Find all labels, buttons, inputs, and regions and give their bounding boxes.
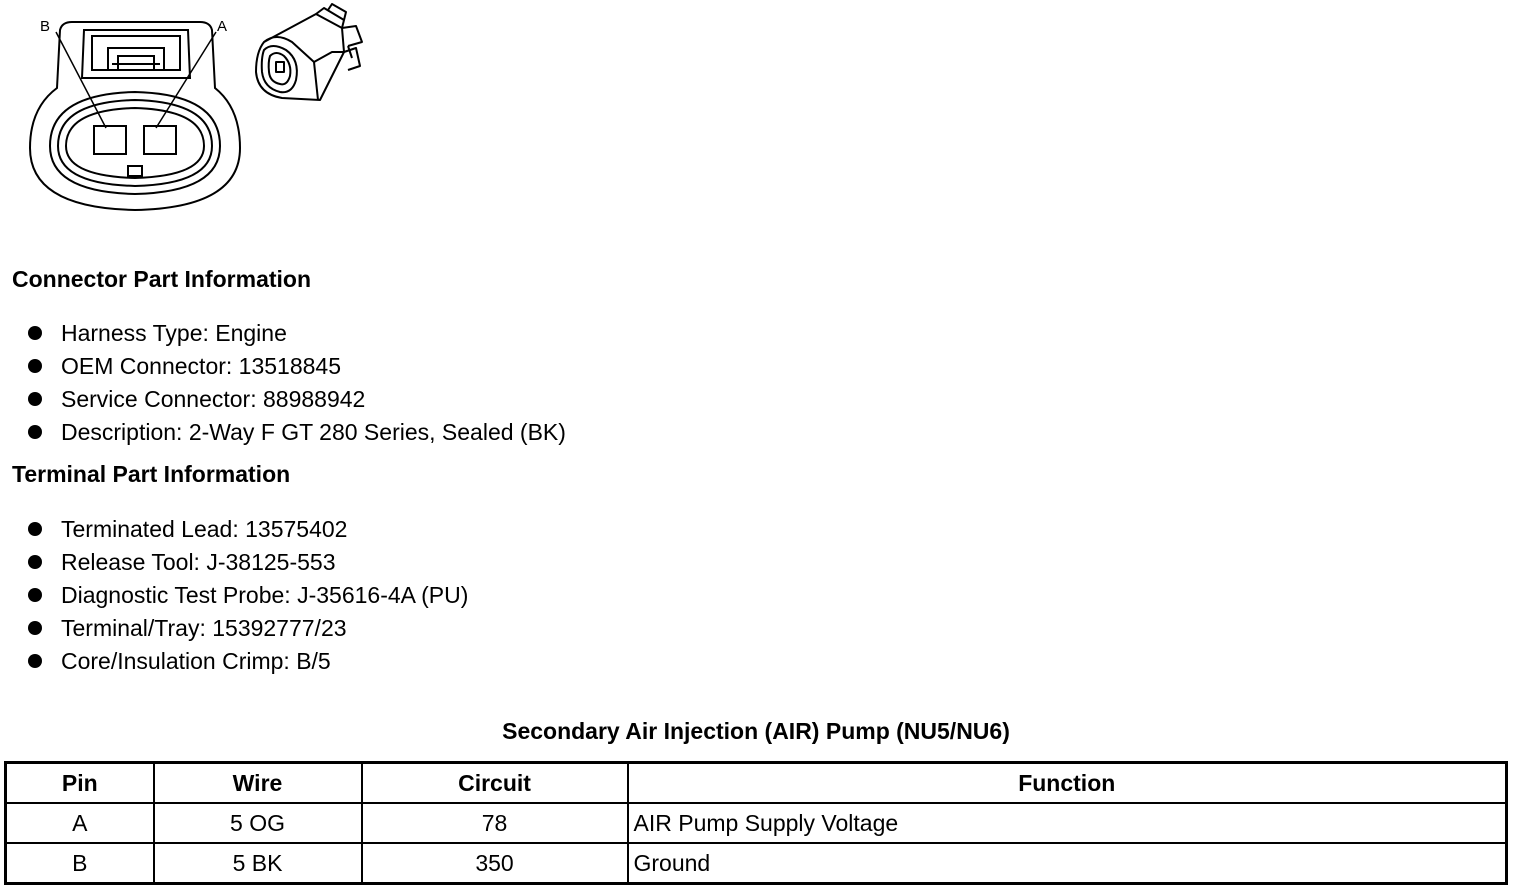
list-item-oem-connector <box>28 350 566 383</box>
list-item-text: Diagnostic Test Probe: J-35616-4A (PU) <box>61 582 469 608</box>
list-item-text: Terminated Lead: 13575402 <box>61 516 348 542</box>
list-item-description <box>28 416 566 449</box>
bullet-icon <box>28 621 42 635</box>
table-row <box>6 803 1507 843</box>
cell-wire: 5 OG <box>154 803 362 843</box>
list-item-crimp <box>28 645 468 678</box>
pin-label-b: B <box>40 18 51 35</box>
bullet-icon <box>28 359 42 373</box>
connector-face-view <box>20 8 250 218</box>
bullet-icon <box>28 326 42 340</box>
header-circuit: Circuit <box>362 763 628 804</box>
terminal-part-info-list <box>28 513 468 678</box>
list-item-text: Release Tool: J-38125-553 <box>61 549 336 575</box>
cell-wire: 5 BK <box>154 843 362 884</box>
pin-label-a: A <box>217 18 228 35</box>
list-item-text: Harness Type: Engine <box>61 320 287 346</box>
list-item-terminated-lead <box>28 513 468 546</box>
pinout-table <box>4 761 1508 885</box>
header-wire: Wire <box>154 763 362 804</box>
list-item-text: Terminal/Tray: 15392777/23 <box>61 615 347 641</box>
cell-function: AIR Pump Supply Voltage <box>628 803 1507 843</box>
header-pin: Pin <box>6 763 154 804</box>
list-item-terminal-tray <box>28 612 468 645</box>
table-row <box>6 843 1507 884</box>
bullet-icon <box>28 588 42 602</box>
list-item-text: Core/Insulation Crimp: B/5 <box>61 648 331 674</box>
cell-circuit: 350 <box>362 843 628 884</box>
list-item-service-connector <box>28 383 566 416</box>
connector-part-info-heading: Connector Part Information <box>12 266 312 292</box>
table-caption: Secondary Air Injection (AIR) Pump (NU5/NU6) <box>502 718 1010 744</box>
list-item-harness-type <box>28 317 566 350</box>
terminal-part-info-heading: Terminal Part Information <box>12 461 291 487</box>
list-item-text: Service Connector: 88988942 <box>61 386 366 412</box>
bullet-icon <box>28 555 42 569</box>
cell-circuit: 78 <box>362 803 628 843</box>
list-item-test-probe <box>28 579 468 612</box>
header-function: Function <box>628 763 1507 804</box>
list-item-release-tool <box>28 546 468 579</box>
cell-pin: B <box>6 843 154 884</box>
table-header-row <box>6 763 1507 804</box>
connector-diagram <box>0 0 400 230</box>
connector-part-info-list <box>28 317 566 449</box>
list-item-text: Description: 2-Way F GT 280 Series, Sealed (BK) <box>61 419 566 445</box>
bullet-icon <box>28 425 42 439</box>
bullet-icon <box>28 392 42 406</box>
bullet-icon <box>28 522 42 536</box>
bullet-icon <box>28 654 42 668</box>
list-item-text: OEM Connector: 13518845 <box>61 353 342 379</box>
cell-function: Ground <box>628 843 1507 884</box>
cell-pin: A <box>6 803 154 843</box>
connector-isometric-view <box>252 2 372 106</box>
